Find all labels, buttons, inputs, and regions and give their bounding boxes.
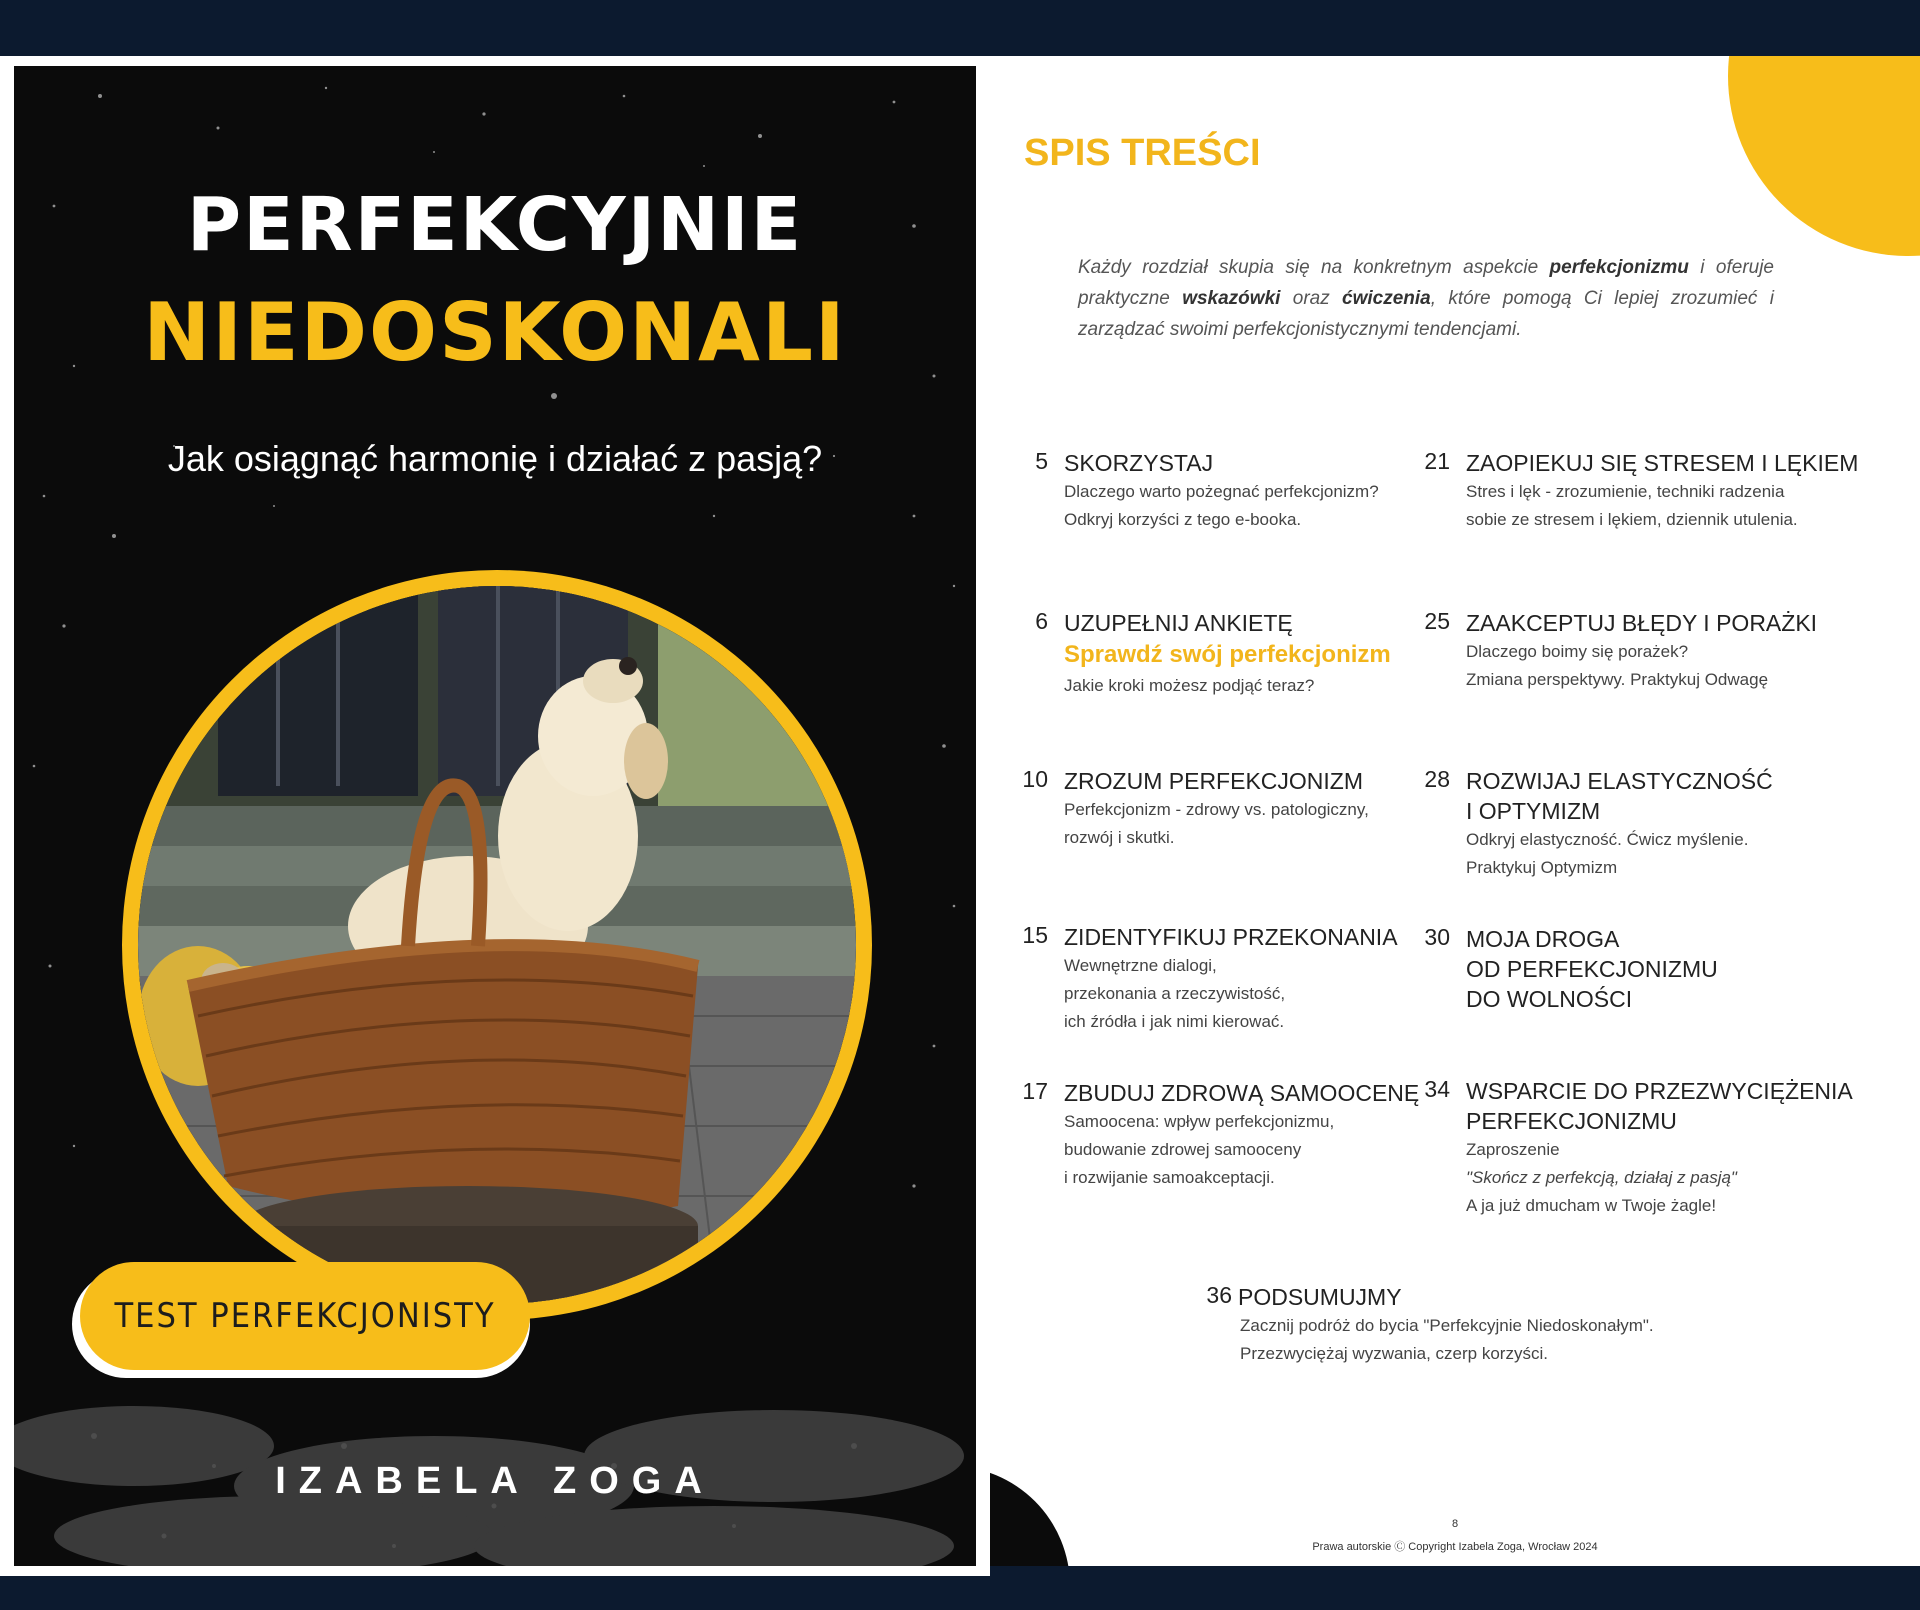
toc-entry-line: Zacznij podróż do bycia "Perfekcyjnie Niedoskonałym". — [1240, 1316, 1654, 1335]
toc-page-number: 28 — [1424, 766, 1450, 792]
toc-entry-line: Dlaczego boimy się porażek? — [1466, 642, 1689, 661]
cover-author: IZABELA ZOGA — [275, 1460, 715, 1502]
toc-entry-title: ZAAKCEPTUJ BŁĘDY I PORAŻKI — [1466, 610, 1818, 636]
table-of-contents-page — [990, 56, 1920, 1566]
toc-entry-title: WSPARCIE DO PRZEZWYCIĘŻENIA — [1466, 1078, 1853, 1104]
toc-page-number: 17 — [1022, 1078, 1048, 1104]
toc-entry-title: UZUPEŁNIJ ANKIETĘ — [1064, 610, 1293, 636]
toc-entry-line: A ja już dmucham w Twoje żagle! — [1466, 1196, 1717, 1215]
toc-entry-line: Odkryj elastyczność. Ćwicz myślenie. — [1466, 830, 1749, 849]
test-badge: TEST PERFEKCJONISTY — [80, 1262, 530, 1370]
ebook-cover — [0, 56, 990, 1576]
toc-entry-line: sobie ze stresem i lękiem, dziennik utulenia. — [1466, 510, 1798, 529]
toc-title: SPIS TREŚCI — [1024, 132, 1261, 174]
toc-entry-line: Zmiana perspektywy. Praktykuj Odwagę — [1466, 670, 1769, 689]
copyright-notice: Prawa autorskie Ⓒ Copyright Izabela Zoga, Wrocław 2024 — [1312, 1541, 1598, 1553]
toc-entry-line: Dlaczego warto pożegnać perfekcjonizm? — [1064, 482, 1379, 501]
toc-entry-line: budowanie zdrowej samooceny — [1064, 1140, 1302, 1159]
toc-entry-line: ich źródła i jak nimi kierować. — [1064, 1012, 1285, 1031]
cover-background — [14, 66, 976, 1566]
cover-title-line1: PERFEKCYJNIE — [186, 182, 804, 268]
toc-entry-title: OD PERFEKCJONIZMU — [1466, 956, 1718, 982]
toc-entry-line: Stres i lęk - zrozumienie, techniki radzenia — [1466, 482, 1785, 501]
toc-intro: Każdy rozdział skupia się na konkretnym aspekcie perfekcjonizmu i oferuje praktyczne wskazówki oraz ćwiczenia, które pomogą Ci lepiej zrozumieć i zarządzać swoimi perfekcjonistycznymi tendencjami. — [1078, 257, 1774, 340]
toc-entry-line: i rozwijanie samoakceptacji. — [1064, 1168, 1275, 1187]
cover-title-line2: NIEDOSKONALI — [143, 286, 847, 379]
toc-entry-line: Perfekcjonizm - zdrowy vs. patologiczny, — [1064, 800, 1369, 819]
toc-entry-line: Jakie kroki możesz podjąć teraz? — [1064, 676, 1315, 695]
cover-photo-puppy-in-basket — [138, 586, 856, 1304]
toc-entry-line: Wewnętrzne dialogi, — [1064, 956, 1217, 975]
toc-entry-title: PERFEKCJONIZMU — [1466, 1108, 1677, 1134]
toc-entry-title: ROZWIJAJ ELASTYCZNOŚĆ — [1466, 768, 1773, 794]
toc-entry-line: Zaproszenie — [1466, 1140, 1560, 1159]
toc-entry-title: ZAOPIEKUJ SIĘ STRESEM I LĘKIEM — [1466, 450, 1859, 476]
toc-page-number: 21 — [1424, 448, 1450, 474]
toc-entry-highlight: Sprawdź swój perfekcjonizm — [1064, 641, 1391, 668]
toc-page-number: 30 — [1424, 924, 1450, 950]
toc-entry-line: Odkryj korzyści z tego e-booka. — [1064, 510, 1302, 529]
toc-entry-line: "Skończ z perfekcją, działaj z pasją" — [1466, 1168, 1737, 1187]
toc-entry-line: Samoocena: wpływ perfekcjonizmu, — [1064, 1112, 1335, 1131]
page-number: 8 — [1451, 1518, 1459, 1530]
toc-entry-title: SKORZYSTAJ — [1064, 450, 1214, 476]
cover-subtitle: Jak osiągnąć harmonię i działać z pasją? — [167, 438, 823, 479]
toc-entry-title: ZROZUM PERFEKCJONIZM — [1064, 768, 1363, 794]
toc-entry-line: rozwój i skutki. — [1064, 828, 1175, 847]
toc-page-number: 36 — [1206, 1282, 1232, 1308]
toc-entry-title: PODSUMUJMY — [1238, 1284, 1402, 1310]
toc-entry-title: ZBUDUJ ZDROWĄ SAMOOCENĘ — [1064, 1080, 1420, 1106]
toc-page-number: 5 — [1035, 448, 1048, 474]
toc-entry-line: Praktykuj Optymizm — [1466, 858, 1618, 877]
decorative-yellow-circle — [1728, 56, 1920, 256]
toc-entry-title: ZIDENTYFIKUJ PRZEKONANIA — [1064, 924, 1398, 950]
toc-entry-title: DO WOLNOŚCI — [1466, 986, 1633, 1012]
toc-entry-title: MOJA DROGA — [1466, 926, 1620, 952]
toc-entry-line: przekonania a rzeczywistość, — [1064, 984, 1286, 1003]
toc-page-number: 15 — [1022, 922, 1048, 948]
toc-page-number: 34 — [1424, 1076, 1450, 1102]
toc-page-number: 10 — [1022, 766, 1048, 792]
toc-page-number: 25 — [1424, 608, 1450, 634]
toc-page-number: 6 — [1035, 608, 1048, 634]
toc-entry-line: Przezwyciężaj wyzwania, czerp korzyści. — [1240, 1344, 1548, 1363]
toc-entry-title: I OPTYMIZM — [1466, 798, 1601, 824]
